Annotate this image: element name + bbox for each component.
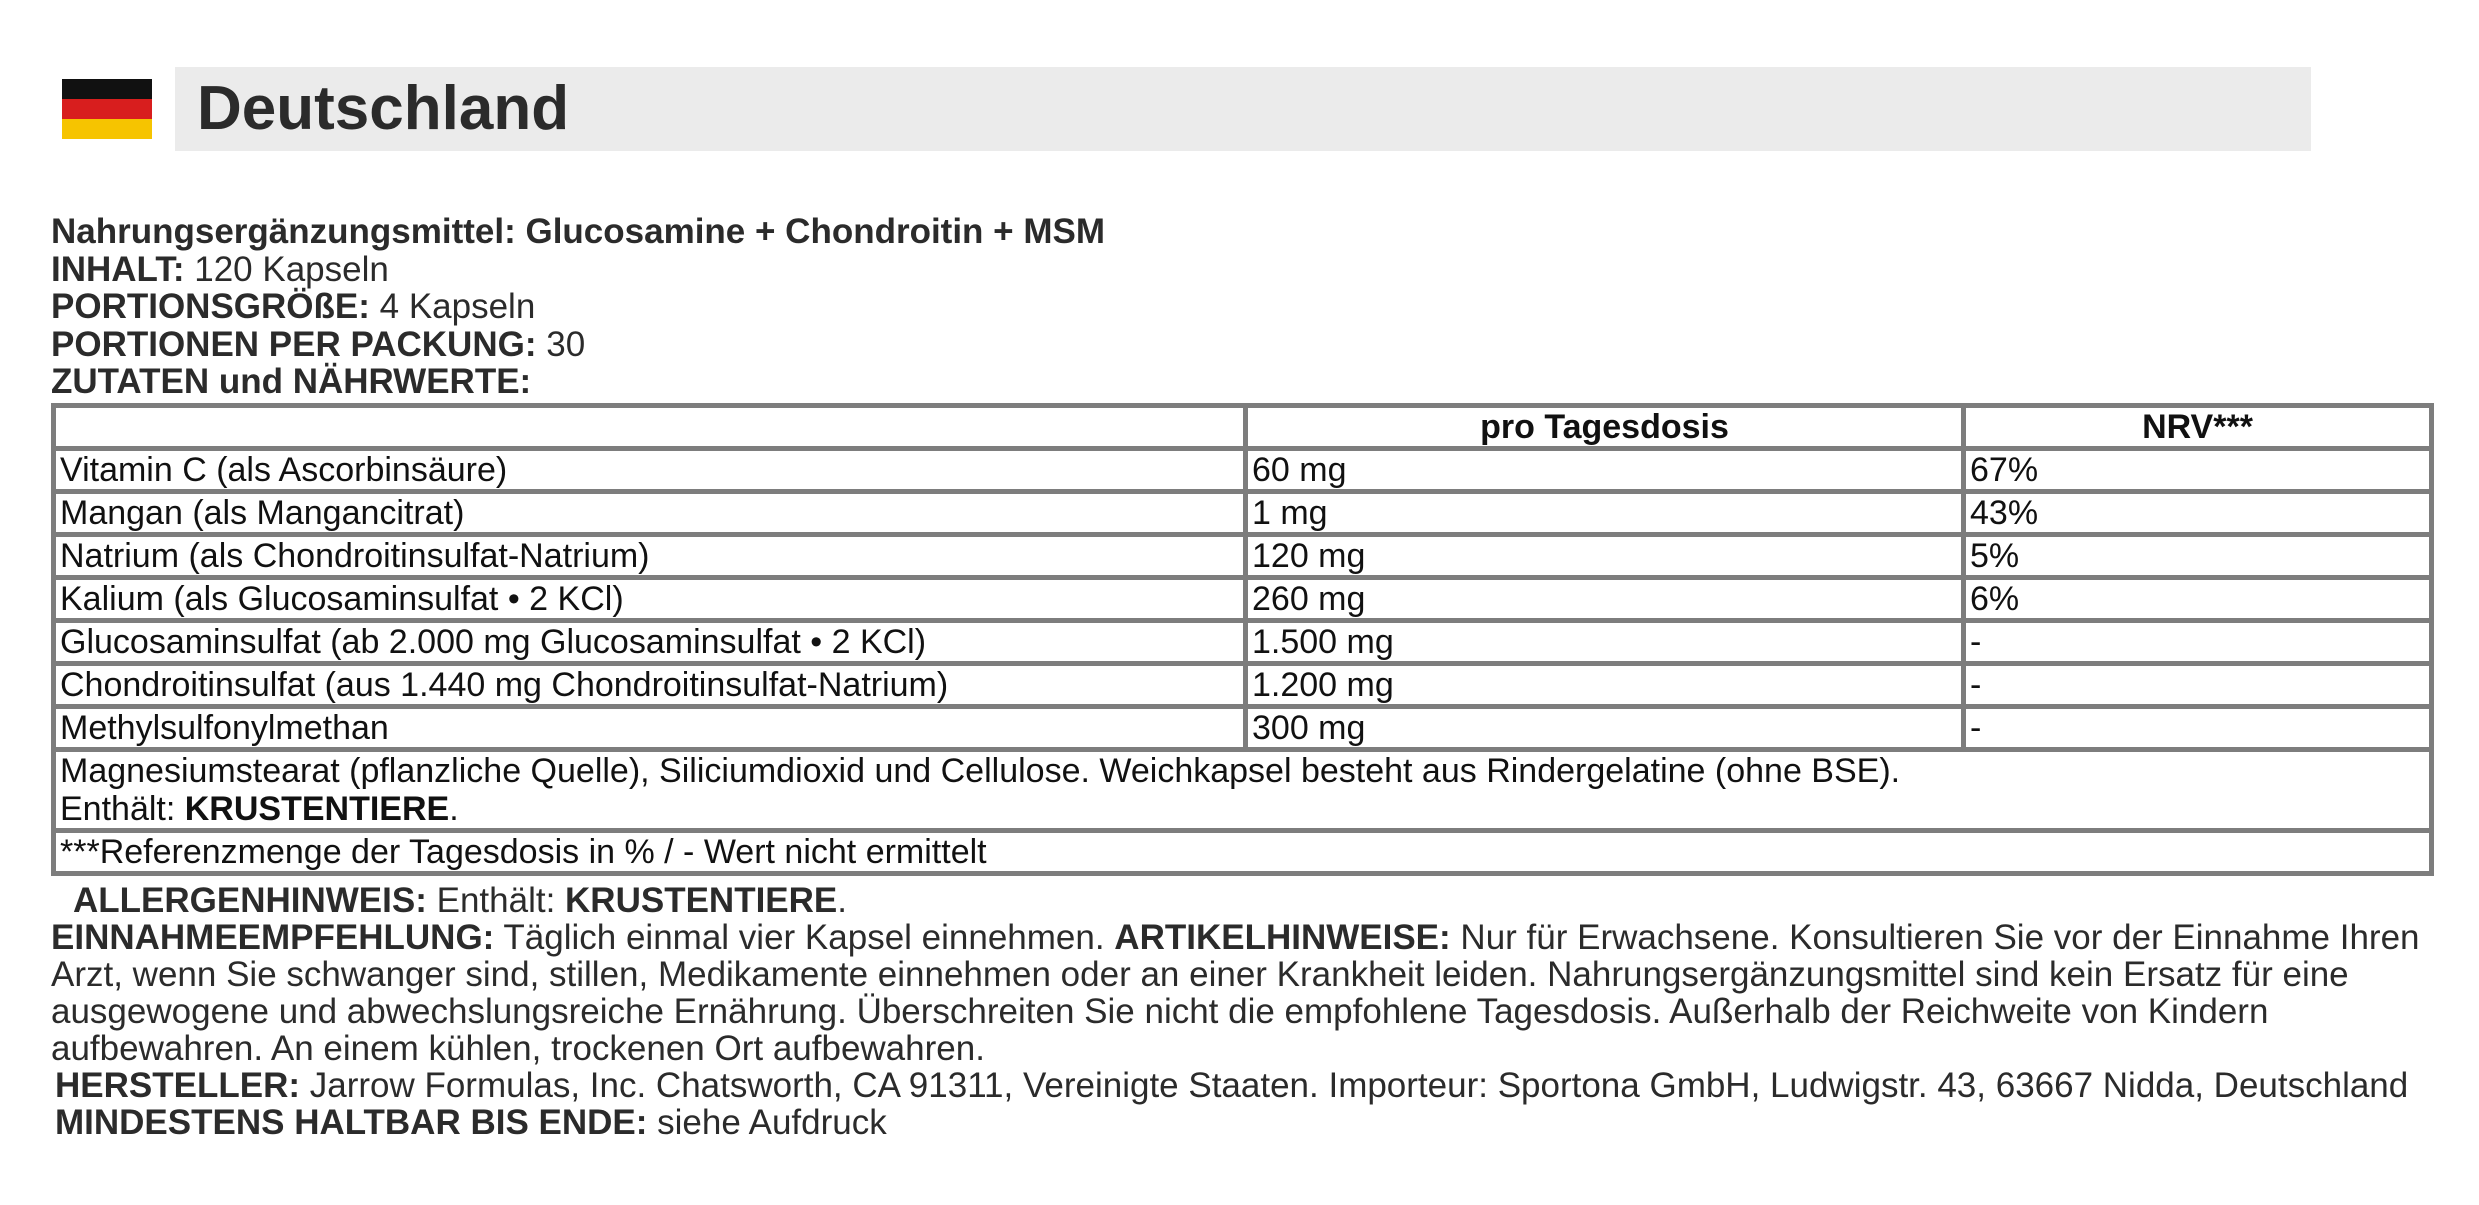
artikel-text: Nur für Erwachsene. Konsultieren Sie vor der Einnahme Ihren Arzt, wenn Sie schwanger sind, stillen, Medikamente einnehmen oder an einer Krankheit leiden. Nahrungsergänzungsmittel sind kein Ersatz für eine ausgewogene und abwechslungsreiche Ernährung. Überschreiten Sie nicht die empfohlene Tagesdosis. Außerhalb der Reichweite von Kindern aufbewahren. An einem kühlen, trockenen Ort aufbewahren. bbox=[51, 918, 2420, 1068]
footnote-row bbox=[54, 831, 2432, 874]
nutrient-name: Kalium (als Glucosaminsulfat • 2 KCl) bbox=[54, 578, 1246, 621]
nrv-value: - bbox=[1964, 664, 2432, 707]
dose-value: 1.200 mg bbox=[1246, 664, 1964, 707]
allergen-label: ALLERGENHINWEIS: bbox=[73, 881, 427, 920]
nutrient-name: Methylsulfonylmethan bbox=[54, 707, 1246, 750]
inhalt-label: INHALT: bbox=[51, 249, 185, 289]
table-row bbox=[54, 578, 2432, 621]
column-header: NRV*** bbox=[1964, 406, 2432, 449]
table-row bbox=[54, 707, 2432, 750]
best-before-note bbox=[51, 1104, 2451, 1141]
table-row bbox=[54, 449, 2432, 492]
allergen-suffix: . bbox=[837, 881, 848, 920]
nutrient-name: Mangan (als Mangancitrat) bbox=[54, 492, 1246, 535]
table-row bbox=[54, 492, 2432, 535]
dose-value: 260 mg bbox=[1246, 578, 1964, 621]
table-row bbox=[54, 664, 2432, 707]
contains-allergen: KRUSTENTIERE bbox=[184, 790, 450, 828]
einnahme-label: EINNAHMEEMPFEHLUNG: bbox=[51, 918, 495, 957]
other-ingredients-text: Magnesiumstearat (pflanzliche Quelle), Siliciumdioxid und Cellulose. Weichkapsel besteht aus Rindergelatine (ohne BSE). bbox=[60, 752, 1901, 790]
table-row bbox=[54, 621, 2432, 664]
flag-stripe-gold bbox=[62, 119, 152, 139]
other-ingredients-cell bbox=[54, 750, 2432, 831]
product-line: Nahrungsergänzungsmittel: Glucosamine + Chondroitin + MSM bbox=[51, 212, 1105, 251]
nrv-value: 6% bbox=[1964, 578, 2432, 621]
contains-suffix: . bbox=[449, 790, 459, 828]
dose-value: 300 mg bbox=[1246, 707, 1964, 750]
portion-label: PORTIONSGRÖßE: bbox=[51, 287, 370, 326]
zutaten-label: ZUTATEN und NÄHRWERTE: bbox=[51, 362, 532, 401]
portionen-line bbox=[51, 326, 1105, 364]
portionen-label: PORTIONEN PER PACKUNG: bbox=[51, 324, 537, 364]
germany-flag-icon bbox=[62, 79, 152, 139]
country-header bbox=[175, 67, 2311, 151]
hersteller-text: Jarrow Formulas, Inc. Chatsworth, CA 91311, Vereinigte Staaten. Importeur: Sportona GmbH, Ludwigstr. 43, 63667 Nidda, Deutschland bbox=[300, 1066, 2409, 1105]
flag-stripe-black bbox=[62, 79, 152, 99]
flag-stripe-red bbox=[62, 99, 152, 119]
allergen-bold: KRUSTENTIERE bbox=[565, 881, 838, 920]
inhalt-value: 120 Kapseln bbox=[184, 249, 389, 289]
page-title: Deutschland bbox=[197, 74, 570, 143]
manufacturer-note bbox=[51, 1067, 2451, 1104]
portionen-value: 30 bbox=[536, 324, 586, 364]
dose-value: 1 mg bbox=[1246, 492, 1964, 535]
mhd-label: MINDESTENS HALTBAR BIS ENDE: bbox=[55, 1103, 648, 1142]
einnahme-text: Täglich einmal vier Kapsel einnehmen. bbox=[494, 918, 1115, 957]
product-info bbox=[51, 213, 1105, 401]
allergen-note bbox=[51, 882, 2451, 919]
nrv-value: 5% bbox=[1964, 535, 2432, 578]
contains-line bbox=[60, 790, 2425, 828]
dose-value: 120 mg bbox=[1246, 535, 1964, 578]
portion-line bbox=[51, 288, 1105, 326]
column-header bbox=[54, 406, 1246, 449]
dose-value: 1.500 mg bbox=[1246, 621, 1964, 664]
nrv-value: - bbox=[1964, 621, 2432, 664]
table-header-row bbox=[54, 406, 2432, 449]
nutrient-name: Natrium (als Chondroitinsulfat-Natrium) bbox=[54, 535, 1246, 578]
column-header: pro Tagesdosis bbox=[1246, 406, 1964, 449]
other-ingredients-row bbox=[54, 750, 2432, 831]
allergen-prefix: Enthält: bbox=[426, 881, 566, 920]
inhalt-line bbox=[51, 251, 1105, 289]
table-row bbox=[54, 535, 2432, 578]
notes-section bbox=[51, 882, 2451, 1141]
nrv-value: 67% bbox=[1964, 449, 2432, 492]
nrv-value: - bbox=[1964, 707, 2432, 750]
mhd-text: siehe Aufdruck bbox=[647, 1103, 887, 1142]
nutrition-table bbox=[51, 403, 2434, 876]
footnote: ***Referenzmenge der Tagesdosis in % / - Wert nicht ermittelt bbox=[54, 831, 2432, 874]
artikel-label: ARTIKELHINWEISE: bbox=[1114, 918, 1451, 957]
nutrient-name: Vitamin C (als Ascorbinsäure) bbox=[54, 449, 1246, 492]
portion-value: 4 Kapseln bbox=[369, 287, 536, 326]
nrv-value: 43% bbox=[1964, 492, 2432, 535]
usage-note bbox=[51, 919, 2451, 1067]
hersteller-label: HERSTELLER: bbox=[55, 1066, 300, 1105]
contains-prefix: Enthält: bbox=[60, 790, 185, 828]
nutrient-name: Glucosaminsulfat (ab 2.000 mg Glucosaminsulfat • 2 KCl) bbox=[54, 621, 1246, 664]
nutrient-name: Chondroitinsulfat (aus 1.440 mg Chondroitinsulfat-Natrium) bbox=[54, 664, 1246, 707]
dose-value: 60 mg bbox=[1246, 449, 1964, 492]
